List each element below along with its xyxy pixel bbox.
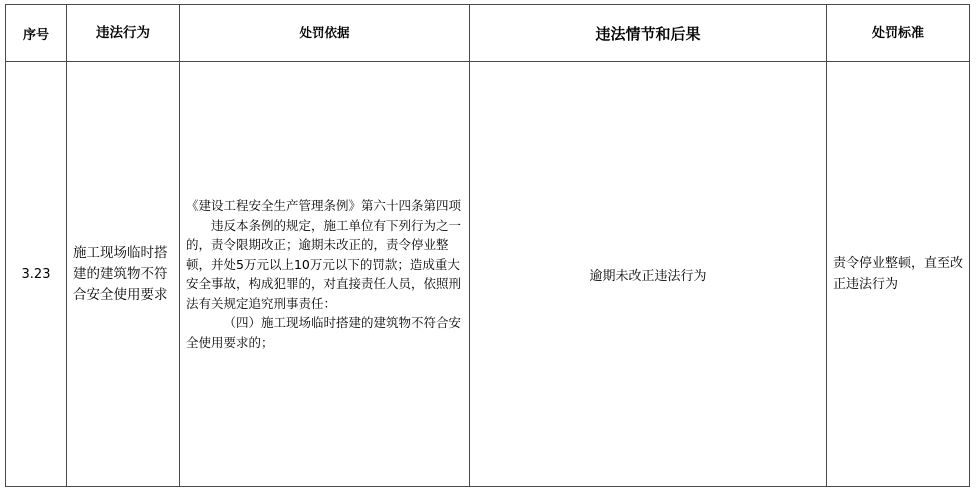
cell-circumstances: 逾期未改正违法行为 bbox=[470, 62, 827, 487]
penalty-table-wrapper bbox=[5, 4, 970, 487]
cell-basis bbox=[180, 62, 470, 487]
penalty-table bbox=[5, 4, 970, 487]
table-row bbox=[6, 62, 970, 487]
header-no: 序号 bbox=[6, 5, 67, 62]
header-violation: 违法行为 bbox=[67, 5, 180, 62]
cell-violation: 施工现场临时搭建的建筑物不符合安全使用要求 bbox=[67, 62, 180, 487]
header-circumstances: 违法情节和后果 bbox=[470, 5, 827, 62]
header-standard: 处罚标准 bbox=[827, 5, 970, 62]
cell-standard: 责令停业整顿，直至改正违法行为 bbox=[827, 62, 970, 487]
header-row bbox=[6, 5, 970, 62]
cell-no: 3.23 bbox=[6, 62, 67, 487]
basis-paragraph-1: 违反本条例的规定，施工单位有下列行为之一的，责令限期改正；逾期未改正的，责令停业整顿，并处5万元以上10万元以下的罚款；造成重大安全事故，构成犯罪的，对直接责任人员，依照刑法有关规定追究刑事责任： bbox=[186, 217, 462, 311]
basis-paragraph-2: （四）施工现场临时搭建的建筑物不符合安全使用要求的； bbox=[186, 315, 462, 350]
basis-title: 《建设工程安全生产管理条例》第六十四条第四项 bbox=[186, 198, 462, 213]
header-basis: 处罚依据 bbox=[180, 5, 470, 62]
